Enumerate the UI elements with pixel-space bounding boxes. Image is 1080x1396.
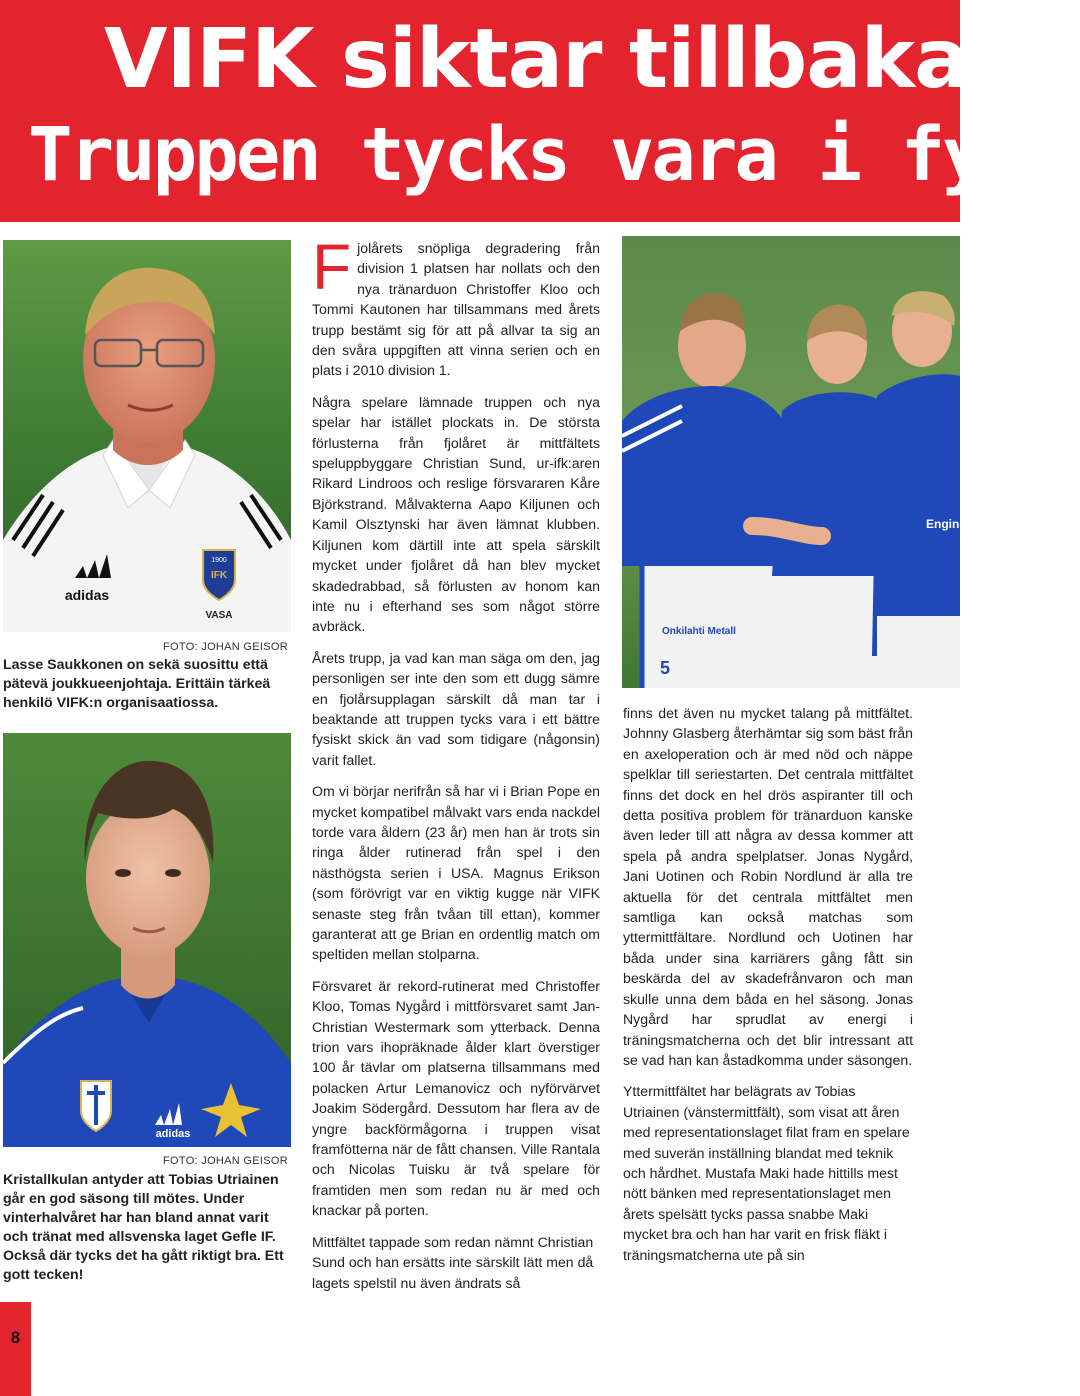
headline-banner: [0, 0, 1080, 222]
team-celebration-photo: [622, 236, 967, 688]
coach-photo: [3, 240, 291, 632]
page-number: 8: [10, 1328, 21, 1347]
page-number-bar: [0, 1302, 31, 1396]
article-paragraph-8: Yttermittfältet har belägrats av Tobias Utriainen (vänstermittfält), som visat att åren med representationslaget filat fram en spelare med suverän inställning blandat med teknik och hårdhet. Mustafa Maki hade hittills mest nött bänken med representationslaget men årets spelsätt tycks passa snabbe Maki mycket bra och han har varit en frisk fläkt i träningsmatcherna ute på sin: [623, 1083, 910, 1263]
coach-shirt-sponsor: VASA: [205, 610, 233, 621]
headline-line-2: Truppen tycks vara i fys: [28, 112, 1026, 198]
coach-shirt-brand: adidas: [64, 587, 110, 603]
player-photo: [3, 733, 291, 1147]
article-paragraph-7: finns det även nu mycket talang på mittfältet. Johnny Glasberg återhämtar sig som bäst från en axeloperation och är med nöd och näppe spelklar till seriestarten. Det centrala mittfältet finns det dock en hel drös aspiranter till och detta positiva problem för tränarduon kanske även leder till att några av dessa kommer att spela på andra spelplatser. Jonas Nygård, Jani Uotinen och Robin Nordlund är alla tre aktuella för det centrala mittfältet men samtliga kan också matchas som yttermittfältare. Nordlund och Uotinen har båda under sina karriärers gång fått sin beskärda del av skadefrånvaron och man skulle unna dem båda en hel säsong. Jonas Nygård har sprudlat av energi i träningsmatcherna och det blir intressant att se vad han kan åstadkomma under säsongen.: [623, 705, 913, 1068]
coach-crest-text: IFK: [210, 570, 228, 581]
coach-photo-credit: FOTO: JOHAN GEISOR: [163, 641, 288, 653]
article-paragraph-1: [312, 231, 600, 381]
headline-line-1: VIFK siktar tillbaka m: [104, 12, 1080, 107]
article-column-1: [312, 231, 600, 1304]
coach-caption: Lasse Saukkonen on sekä suosittu että pätevä joukkueenjohtaja. Erittäin tärkeä henkilö VIFK:n organisaatiossa.: [3, 657, 271, 711]
coach-crest-year: 1900: [211, 557, 227, 564]
player-shirt-brand: adidas: [155, 1128, 191, 1140]
player-caption: Kristallkulan antyder att Tobias Utriainen går en god säsong till mötes. Under vinterhalvåret har han bland annat varit och tränat med allsvenska laget Gefle IF. Också där tycks det ha gått riktigt bra. Ett gott tecken!: [3, 1172, 284, 1283]
article-dropcap: F: [312, 231, 352, 303]
team-shorts-number: 5: [660, 658, 671, 678]
team-shirt-text: Engine: [926, 517, 967, 531]
article-paragraph-1-text: jolårets snöpliga degradering från division 1 platsen har nollats och den nya tränarduon Christoffer Kloo och Tommi Kautonen har tillsammans med årets trupp bestämt sig för att på allvar ta sig an den svåra uppgiften att vinna serien och en plats i 2010 division 1.: [312, 240, 600, 379]
article-paragraph-2: Några spelare lämnade truppen och nya spelar har istället plockats in. De största förlusterna från fjolåret är mittfältets speluppbyggare Christian Sund, ur-ifk:aren Rikard Lindroos och reslige försvararen Kåre Björkstrand. Målvakterna Aapo Kiljunen och Kamil Olsztynski har även lämnat klubben. Kiljunen kom därtill inte att spela särskilt mycket under fjolåret då han blev mycket skadedrabbad, så förlusten av honom kan inte nu i efterhand ses som något större avbräck.: [312, 393, 600, 635]
article-paragraph-3: Årets trupp, ja vad kan man säga om den, jag personligen ser inte den som ett dugg sämre en fjolårsupplagan särskilt då man tar i beaktande att truppen tycks vara i ett bättre fysiskt skick än vad som tidigare (någonsin) varit fallet.: [312, 649, 600, 768]
article-paragraph-5: Försvaret är rekord-rutinerat med Christoffer Kloo, Tomas Nygård i mittförsvaret samt Jan-Christian Westermark som ytterback. Denna trion vars ihopräknade ålder klart överstiger 100 år tävlar om platserna tillsammans med polacken Artur Lemanovicz och nyförvärvet Joakim Södergård. Dessutom har flera av de yngre backförmågorna i truppen visat framfötterna när de fått chansen. Ville Rantala och Nicolas Tuisku är två spelare för framtiden men som redan nu är med och knackar på porten.: [312, 977, 600, 1219]
player-photo-credit: FOTO: JOHAN GEISOR: [163, 1155, 288, 1167]
article-paragraph-6: Mittfältet tappade som redan nämnt Christian Sund och han ersätts inte särskilt lätt men då lagets spelstil nu även ändrats så: [312, 1233, 594, 1291]
article-paragraph-4: Om vi börjar nerifrån så har vi i Brian Pope en mycket kompatibel målvakt vars enda nackdel torde vara åldern (23 år) men han är trots sin ringa ålder rutinerad från spel i den nästhögsta serien i USA. Magnus Erikson (som förövrigt var en viktig kugge när VIFK senaste steg från tvåan till ettan), kommer garanterat att ge Brian en ordentlig match om speltiden mellan stolparna.: [312, 783, 600, 963]
article-column-2: [623, 703, 913, 1276]
team-sponsor-1: Onkilahti Metall: [662, 626, 736, 637]
